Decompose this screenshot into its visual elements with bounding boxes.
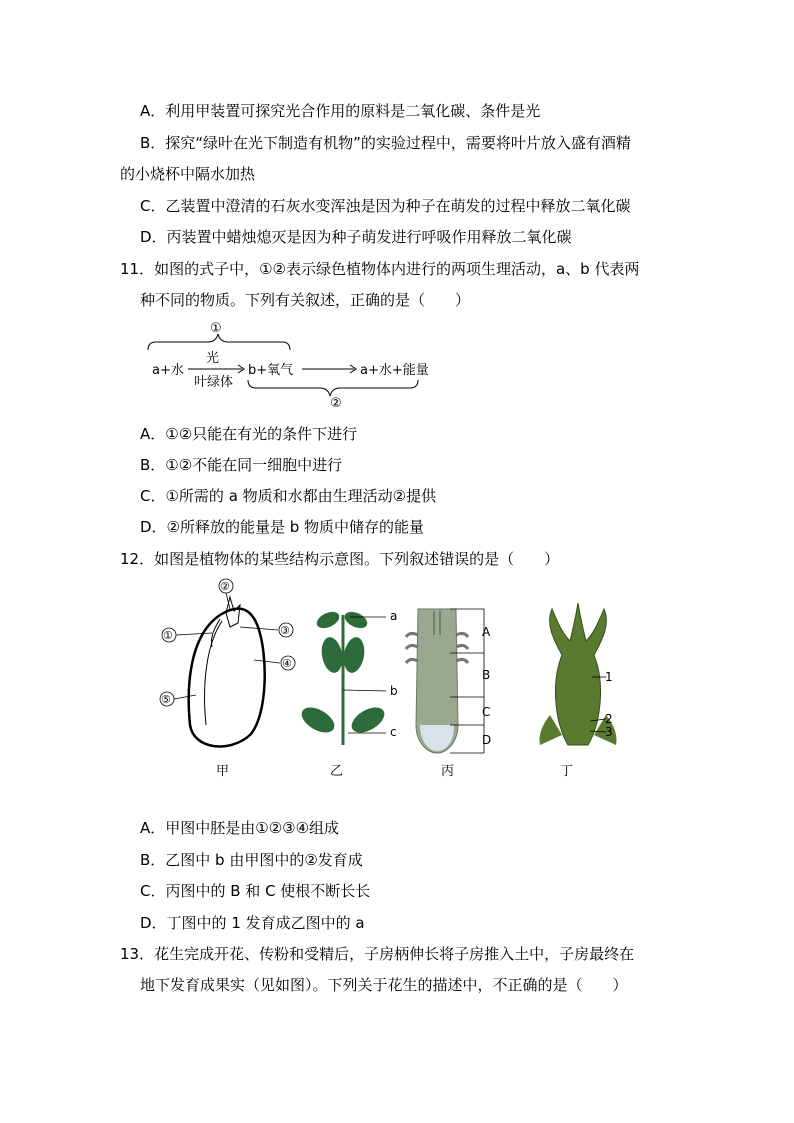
q11-mark-1: ① xyxy=(210,321,222,336)
q10-option-c: C．乙装置中澄清的石灰水变浑浊是因为种子在萌发的过程中释放二氧化碳 xyxy=(140,197,631,215)
ding-label-3: 3 xyxy=(605,725,613,739)
ding-label-1: 1 xyxy=(605,670,613,684)
q12-option-a: A．甲图中胚是由①②③④组成 xyxy=(140,819,340,837)
seedling-illustration xyxy=(297,609,397,745)
caption-ding: 丁 xyxy=(560,764,574,779)
q11-stem-line2: 种不同的物质。下列有关叙述，正确的是（ ） xyxy=(140,291,471,309)
q13-stem-line2: 地下发育成果实（见如图）。下列关于花生的描述中，不正确的是（ ） xyxy=(140,976,628,994)
q10-option-d: D．丙装置中蜡烛熄灭是因为种子萌发进行呼吸作用释放二氧化碳 xyxy=(140,228,572,246)
caption-bing: 丙 xyxy=(441,764,455,779)
yi-label-a: a xyxy=(390,609,398,623)
q11-reaction-diagram xyxy=(140,318,440,408)
q11-mark-2: ② xyxy=(330,396,342,408)
bean-seed-illustration xyxy=(160,579,295,746)
q11-option-a: A．①②只能在有光的条件下进行 xyxy=(140,425,358,443)
yi-label-b: b xyxy=(390,684,398,698)
q10-option-a: A．利用甲装置可探究光合作用的原料是二氧化碳、条件是光 xyxy=(140,102,541,120)
q11-right-products: a+水+能量 xyxy=(360,363,429,378)
q12-stem: 12．如图是植物体的某些结构示意图。下列叙述错误的是（ ） xyxy=(120,550,560,568)
q11-below-arrow: 叶绿体 xyxy=(194,375,234,390)
jia-label-5: ⑤ xyxy=(161,693,171,706)
q11-stem-line1: 11．如图的式子中，①②表示绿色植物体内进行的两项生理活动，a、b 代表两 xyxy=(120,260,640,278)
q12-option-d: D．丁图中的 1 发育成乙图中的 a xyxy=(140,914,365,932)
jia-label-3: ③ xyxy=(280,624,290,637)
q10-option-b: B．探究“绿叶在光下制造有机物”的实验过程中，需要将叶片放入盛有酒精 xyxy=(140,134,631,152)
yi-label-c: c xyxy=(390,725,397,739)
jia-label-1: ① xyxy=(163,629,173,642)
jia-label-2: ② xyxy=(220,580,230,593)
q11-above-arrow: 光 xyxy=(206,351,220,366)
q13-stem-line1: 13．花生完成开花、传粉和受精后，子房柄伸长将子房推入土中，子房最终在 xyxy=(120,945,635,963)
bud-illustration xyxy=(539,603,616,745)
root-tip-illustration xyxy=(406,609,491,753)
caption-yi: 乙 xyxy=(330,764,344,779)
caption-jia: 甲 xyxy=(216,764,230,779)
q12-figure xyxy=(150,575,630,785)
q12-option-b: B．乙图中 b 由甲图中的②发育成 xyxy=(140,851,363,869)
q10-option-b-continuation: 的小烧杯中隔水加热 xyxy=(120,165,256,183)
q11-option-c: C．①所需的 a 物质和水都由生理活动②提供 xyxy=(140,487,437,505)
bing-label-b: B xyxy=(482,668,491,682)
bing-label-a: A xyxy=(482,625,491,639)
q12-option-c: C．丙图中的 B 和 C 使根不断长长 xyxy=(140,882,371,900)
q11-middle-products: b+氧气 xyxy=(248,363,294,378)
q11-option-b: B．①②不能在同一细胞中进行 xyxy=(140,456,343,474)
bing-label-c: C xyxy=(482,705,491,719)
bing-label-d: D xyxy=(482,733,492,747)
jia-label-4: ④ xyxy=(282,657,292,670)
q11-option-d: D．②所释放的能量是 b 物质中储存的能量 xyxy=(140,518,425,536)
ding-label-2: 2 xyxy=(605,712,613,726)
q11-left-reactants: a+水 xyxy=(152,363,184,378)
